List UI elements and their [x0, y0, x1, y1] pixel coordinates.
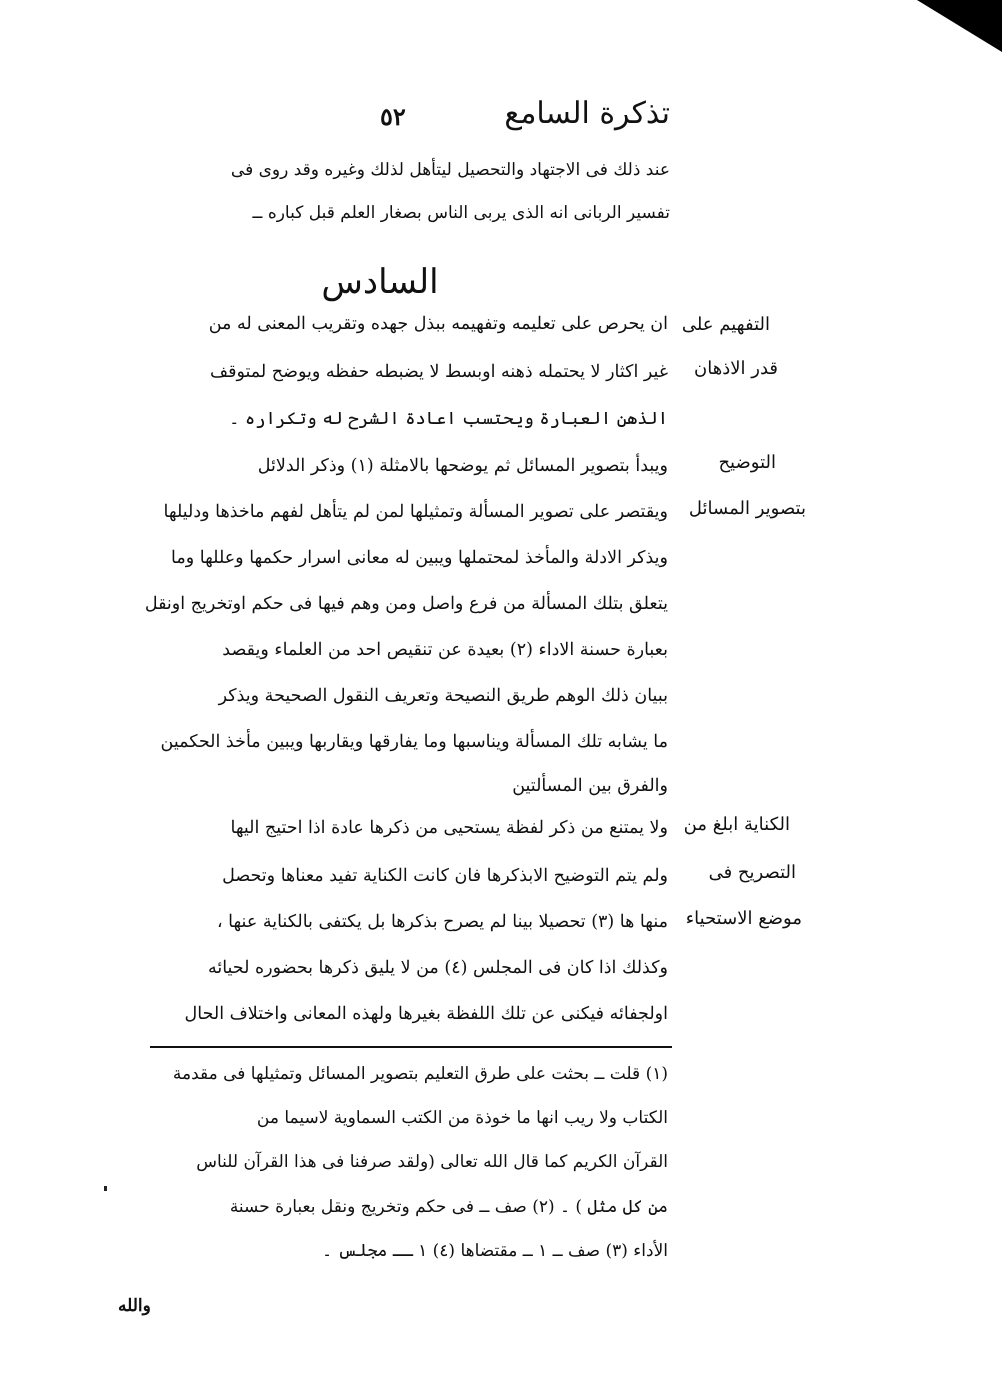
body-line: ويذكر الادلة والمأخذ لمحتملها ويبين له معانى اسرار حكمها وعللها وما [171, 548, 668, 568]
body-line: ان يحرص على تعليمه وتفهيمه ببذل جهده وتقريب المعنى له من [208, 314, 668, 334]
body-line: ويقتصر على تصوير المسألة وتمثيلها لمن لم يتأهل لفهم ماخذها ودليلها [163, 502, 668, 522]
book-title: تذكرة السامع [504, 96, 670, 131]
section-heading: السادس [321, 262, 439, 302]
body-line: ولم يتم التوضيح الابذكرها فان كانت الكناية تفيد معناها وتحصل [222, 866, 668, 886]
body-line: غير اكثار لا يحتمله ذهنه اوبسط لا يضبطه حفظه ويوضح لمتوقف [209, 362, 668, 382]
body-line: بعبارة حسنة الاداء (٢) بعيدة عن تنقيص احد من العلماء ويقصد [222, 640, 668, 660]
body-line: ما يشابه تلك المسألة ويناسبها وما يفارقها ويقاربها ويبين مأخذ الحكمين [160, 732, 668, 752]
running-header [380, 96, 670, 136]
margin-note-3-line-2: التصريح فى [708, 862, 796, 883]
footnote-line: الأداء (٣) صف ــ ١ ــ مقتضاها (٤) ١ ــ مجلس ۔ [322, 1241, 668, 1261]
margin-note-1-line-2: قدر الاذهان [694, 358, 778, 379]
page-corner-mark [917, 0, 1002, 52]
body-line: اولجفائه فيكنى عن تلك اللفظة بغيرها ولهذه المعانى واختلاف الحال [184, 1004, 668, 1024]
body-line: منها ها (٣) تحصيلا بينا لم يصرح بذكرها بل يكتفى بالكناية عنها ، [216, 912, 668, 932]
intro-line-1: عند ذلك فى الاجتهاد والتحصيل ليتأهل لذلك وغيره وقد روى فى [230, 160, 670, 180]
footnote-line: الكتاب ولا ريب انها ما خوذة من الكتب السماوية لاسيما من [256, 1108, 668, 1128]
page-number: ٥٢ [380, 102, 406, 131]
margin-note-2-line-2: بتصوير المسائل [688, 498, 806, 519]
footnote-line: (١) قلت ــ بحثت على طرق التعليم بتصوير المسائل وتمثيلها فى مقدمة [172, 1064, 668, 1084]
margin-note-3-line-1: الكناية ابلغ من [683, 814, 790, 835]
margin-note-2-line-1: التوضيح [718, 452, 776, 473]
intro-line-2: تفسير الربانى انه الذى يربى الناس بصغار العلم قبل كباره ــ [252, 203, 670, 223]
catchword: والله [118, 1296, 151, 1316]
footnote-line: القرآن الكريم كما قال الله تعالى (ولقد صرفنا فى هذا القرآن للناس [196, 1152, 668, 1172]
margin-note-1-line-1: التفهيم على [681, 314, 770, 335]
margin-note-3-line-3: موضع الاستحياء [685, 908, 802, 929]
body-line: الذهن العبارة ويحتسب اعادة الشرح له وتكراره ۔ [229, 409, 668, 429]
body-line: يتعلق بتلك المسألة من فرع واصل ومن وهم فيها فى حكم اوتخريج اونقل [144, 594, 668, 614]
body-line: ولا يمتنع من ذكر لفظة يستحيى من ذكرها عادة اذا احتيج اليها [230, 818, 668, 838]
footnote-divider [150, 1046, 672, 1048]
footnote-line: من كل مثل ) ۔ (٢) صف ــ فى حكم وتخريج ونقل بعبارة حسنة [229, 1197, 668, 1217]
body-line: ببيان ذلك الوهم طريق النصيحة وتعريف النقول الصحيحة ويذكر [218, 686, 668, 706]
body-line: ويبدأ بتصوير المسائل ثم يوضحها بالامثلة (١) وذكر الدلائل [257, 456, 668, 476]
ink-speck [104, 1186, 107, 1191]
body-line: وكذلك اذا كان فى المجلس (٤) من لا يليق ذكرها بحضوره لحيائه [207, 958, 668, 978]
body-line: والفرق بين المسألتين [512, 776, 668, 796]
